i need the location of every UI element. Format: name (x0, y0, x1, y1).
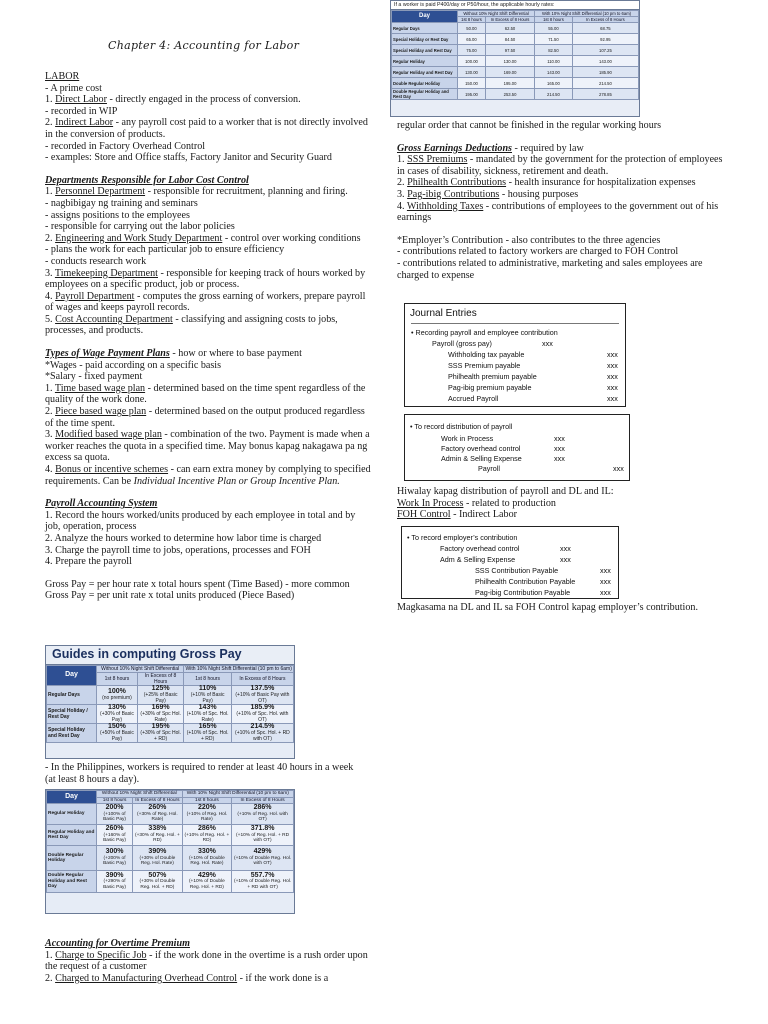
table-cell: 286% (+10% of Reg. Hol. with OT) (232, 804, 294, 825)
row-label: Regular Holiday (392, 56, 458, 67)
table-cell: 130.00 (458, 67, 486, 78)
gross-pay-guide-grid (46, 665, 294, 743)
table-cell: 286% (+10% of Reg. Hol. + RD) (182, 825, 232, 846)
journal-debit: xxx (542, 339, 553, 348)
journal-account: SSS Premium payable (448, 361, 521, 370)
journal-credit: xxx (607, 383, 618, 392)
table-cell: 185.90 (572, 67, 638, 78)
col-header-first8: 1st 8 hours (184, 672, 231, 685)
row-label: Double Regular Holiday (392, 78, 458, 89)
table-row (392, 78, 639, 89)
regular-holiday-grid (46, 790, 294, 893)
wage-plan-line: *Wages - paid according on a specific basis (45, 359, 222, 371)
direct-labor-sub: - recorded in WIP (45, 105, 118, 117)
gross-pay-formula: Gross Pay = per unit rate x total units produced (Piece Based) (45, 590, 295, 602)
row-label: Double Regular Holiday and Rest Day (392, 89, 458, 100)
table-cell: 143.00 (572, 56, 638, 67)
table-cell: 220% (+10% of Reg. Hol. Rate) (182, 804, 232, 825)
col-header-first8: 1st 8 hours (535, 17, 573, 23)
payroll-step: 4. Prepare the payroll (45, 556, 132, 568)
journal-title: Journal Entries (410, 308, 477, 319)
overtime-item: 2. Charged to Manufacturing Overhead Control - if the work done is a (45, 972, 329, 984)
journal-account: Pag-ibig premium payable (448, 383, 532, 392)
table-cell: 110% (+10% of Basic Pay) (184, 685, 231, 704)
table-cell: 62.50 (485, 23, 534, 34)
row-label: Regular Holiday and Rest Day (392, 67, 458, 78)
table-cell: 150% (+50% of Basic Pay) (97, 723, 138, 742)
wage-plan-line: *Salary - fixed payment (45, 371, 143, 383)
deductions-heading-line: Gross Earnings Deductions - required by law (397, 142, 584, 154)
col-header-without: Without 10% Night Shift Differential (97, 665, 184, 672)
journal-account: SSS Contribution Payable (475, 566, 559, 575)
journal-entry-distribution (404, 414, 630, 481)
final-note-text: Magkasama na DL and IL sa FOH Control kapag employer’s contribution. (397, 602, 698, 613)
table-cell: 195% (+30% of Spc Hol. + RD) (137, 723, 184, 742)
table-cell: 214.50 (535, 89, 573, 100)
table-cell: 169.00 (485, 67, 534, 78)
table-row (392, 23, 639, 34)
col-header-excess: In Excess of 8 Hours (133, 797, 183, 804)
journal-credit: xxx (613, 464, 624, 473)
journal-account: Payroll (gross pay) (432, 339, 492, 348)
row-label: Double Regular Holiday (47, 846, 97, 871)
col-header-with: With 10% Night Shift Differential (10 pm to 6am) (182, 791, 293, 798)
table-cell: 107.25 (572, 45, 638, 56)
department-item: 5. Cost Accounting Department - classifying and assigning costs to jobs, processes, and products. (45, 313, 338, 337)
department-item: 2. Engineering and Work Study Department - control over working conditions (45, 232, 361, 244)
table-cell: 143.00 (535, 67, 573, 78)
journal-credit: xxx (600, 577, 611, 586)
table-row (392, 56, 639, 67)
table-cell: 65.00 (458, 34, 486, 45)
labor-line: - A prime cost (45, 82, 102, 94)
table-cell: 195.00 (485, 78, 534, 89)
indirect-labor-sub: - recorded in Factory Overhead Control (45, 140, 206, 152)
col-header-day: Day (47, 665, 97, 685)
table-cell: 110.00 (535, 56, 573, 67)
table-cell: 260% (+30% of Reg. Hol. Rate) (133, 804, 183, 825)
row-label: Regular Days (47, 685, 97, 704)
distribution-note-line: FOH Control - Indirect Labor (397, 509, 517, 521)
departments-heading: Departments Responsible for Labor Cost Control (45, 174, 249, 186)
row-label: Special Holiday and Rest Day (392, 45, 458, 56)
department-sub: - nagbibigay ng training and seminars (45, 197, 198, 209)
distribution-note (397, 486, 727, 521)
overtime-section (45, 938, 373, 984)
regular-holiday-table (45, 789, 295, 914)
left-column (45, 71, 373, 602)
department-sub: - assigns positions to the employees (45, 209, 190, 221)
journal-credit: xxx (600, 566, 611, 575)
journal-credit: xxx (607, 372, 618, 381)
wage-plan-item: 2. Piece based wage plan - determined based on the output produced regardless of the time spent. (45, 406, 365, 429)
journal-account: Factory overhead control (440, 544, 520, 553)
journal-bullet: • Recording payroll and employee contribution (411, 328, 558, 337)
table-cell: 557.7% (+10% of Double Reg. Hol. + RD with OT) (232, 871, 294, 893)
col-header-without: Without 10% Night Shift Differential (458, 11, 535, 17)
wage-plans-heading-line: Types of Wage Payment Plans - how or where to base payment (45, 348, 302, 360)
payroll-step: 1. Record the hours worked/units produced by each employee in total and by job, operation, process (45, 509, 356, 533)
table-cell: 165% (+10% of Spc. Hol. + RD) (184, 723, 231, 742)
table-row (392, 34, 639, 45)
journal-debit: xxx (554, 434, 565, 443)
payroll-step: 3. Charge the payroll time to jobs, operations, processes and FOH (45, 544, 311, 556)
table-row (47, 804, 294, 825)
department-item: 4. Payroll Department - computes the gross earning of workers, prepare payroll of wages and keeps payroll records. (45, 290, 366, 314)
table-row (47, 685, 294, 704)
journal-bullet: • To record distribution of payroll (410, 422, 513, 431)
journal-account: Work in Process (441, 434, 494, 443)
department-item: 1. Personnel Department - responsible for recruitment, planning and firing. (45, 186, 348, 198)
col-header-day: Day (47, 791, 97, 804)
journal-account: Payroll (478, 464, 500, 473)
overtime-item: 1. Charge to Specific Job - if the work done in the overtime is a rush order upon the request of a customer (45, 949, 368, 973)
payroll-step: 2. Analyze the hours worked to determine how labor time is charged (45, 532, 322, 544)
table-cell: 75.00 (458, 45, 486, 56)
col-header-with: With 10% Night Shift Differential (10 pm to 6am) (185, 665, 292, 672)
row-label: Double Regular Holiday and Rest Day (47, 871, 97, 893)
journal-credit: xxx (607, 394, 618, 403)
hourly-rates-table (390, 0, 640, 117)
table-row (47, 704, 294, 723)
table-cell: 200% (+100% of Basic Pay) (97, 804, 133, 825)
wage-plan-item: 1. Time based wage plan - determined based on the time spent regardless of the quality of the work done. (45, 382, 366, 406)
department-item: 3. Timekeeping Department - responsible for keeping track of hours worked by employees on a specific product, job or process. (45, 267, 366, 291)
table-row (392, 89, 639, 100)
table-cell: 130% (+30% of Basic Pay) (97, 704, 138, 723)
table-cell: 169% (+30% of Spc Hol. Rate) (137, 704, 184, 723)
table-cell: 300% (+200% of Basic Pay) (97, 846, 133, 871)
hourly-rates-caption: If a worker is paid P400/day or P50/hour, the applicable hourly rates: (391, 1, 639, 10)
journal-divider (411, 323, 619, 324)
deduction-item: 3. Pag-ibig Contributions - housing purposes (397, 188, 579, 200)
journal-credit: xxx (600, 588, 611, 597)
journal-account: Philhealth Contribution Payable (475, 577, 576, 586)
department-sub: - responsible for carrying out the labor policies (45, 221, 235, 233)
journal-account: Pag-ibig Contribution Payable (475, 588, 571, 597)
journal-debit: xxx (554, 444, 565, 453)
deduction-item: 1. SSS Premiums - mandated by the government for the protection of employees in cases of disability, sickness, retirement and death. (397, 154, 723, 177)
chapter-title: Chapter 4: Accounting for Labor (108, 39, 300, 52)
journal-account: Adm & Selling Expense (440, 555, 516, 564)
journal-account: Admin & Selling Expense (441, 454, 522, 463)
employer-contribution-line: - contributions related to administrative, marketing and sales employees are charged to expense (397, 257, 703, 281)
distribution-note-line: Hiwalay kapag distribution of payroll and DL and IL: (397, 486, 614, 497)
gross-pay-guide-title: Guides in computing Gross Pay (46, 646, 294, 665)
table-row (47, 846, 294, 871)
table-cell: 55.00 (535, 23, 573, 34)
col-header-excess: In Excess of 8 Hours (232, 797, 294, 804)
table-cell: 390% (+290% of Basic Pay) (97, 871, 133, 893)
wage-plan-item: 4. Bonus or incentive schemes - can earn extra money by complying to specified requirements. Can be Individual Incentive Plan or Group Incentive Plan. (45, 464, 371, 487)
row-label: Regular Holiday (47, 804, 97, 825)
table-cell: 371.8% (+10% of Reg. Hol. + RD with OT) (232, 825, 294, 846)
table-cell: 260% (+160% of Basic Pay) (97, 825, 133, 846)
table-cell: 137.5% (+10% of Basic Pay with OT) (231, 685, 293, 704)
journal-account: Philhealth premium payable (448, 372, 537, 381)
deduction-item: 2. Philhealth Contributions - health insurance for hospitalization expenses (397, 177, 696, 189)
table-cell: 82.50 (535, 45, 573, 56)
payroll-system-heading: Payroll Accounting System (45, 498, 158, 510)
journal-credit: xxx (607, 361, 618, 370)
col-header-first8: 1st 8 hours (97, 797, 133, 804)
journal-account: Withholding tax payable (448, 350, 525, 359)
table-cell: 50.00 (458, 23, 486, 34)
col-header-first8: 1st 8 hours (458, 17, 486, 23)
employer-contribution-line: - contributions related to factory workers are charged to FOH Control (397, 246, 679, 258)
table-cell: 165.00 (535, 78, 573, 89)
table-cell: 68.75 (572, 23, 638, 34)
journal-debit: xxx (560, 544, 571, 553)
table-row (392, 67, 639, 78)
table-row (392, 45, 639, 56)
col-header-excess: In Excess of 8 Hours (231, 672, 293, 685)
table-cell: 100.00 (458, 56, 486, 67)
table-row (47, 723, 294, 742)
row-label: Special Holiday or Rest Day (392, 34, 458, 45)
col-header-day: Day (392, 11, 458, 23)
col-header-first8: 1st 8 hours (97, 672, 138, 685)
table-cell: 330% (+10% of Double Reg. Hol. Rate) (182, 846, 232, 871)
labor-heading: LABOR (45, 71, 80, 82)
hourly-rates-grid (391, 10, 639, 100)
deduction-item: 4. Withholding Taxes - contributions of employees to the government out of his earnings (397, 200, 719, 224)
table-cell: 195.00 (458, 89, 486, 100)
table-row (47, 871, 294, 893)
table-cell: 214.5% (+10% of Spc. Hol. + RD with OT) (231, 723, 293, 742)
table-cell: 278.85 (572, 89, 638, 100)
distribution-note-line: Work In Process - related to production (397, 497, 556, 509)
table-row (47, 825, 294, 846)
row-label: Special Holiday / Rest Day (47, 704, 97, 723)
table-cell: 507% (+30% of Double Reg. Hol. + RD) (133, 871, 183, 893)
overtime-continuation: regular order that cannot be finished in the regular working hours (397, 120, 662, 131)
table-cell: 125% (+25% of Basic Pay) (137, 685, 184, 704)
journal-entry-payroll (404, 303, 626, 407)
table-cell: 338% (+30% of Reg. Hol. + RD) (133, 825, 183, 846)
wage-plan-item: 3. Modified based wage plan - combination of the two. Payment is made when a worker reaches the quota in a specified time. May bonus kapag nakagawa pa ng excess sa quota. (45, 429, 370, 464)
table-cell: 185.9% (+10% of Spc. Hol. with OT) (231, 704, 293, 723)
journal-debit: xxx (554, 454, 565, 463)
col-header-with: With 10% Night Shift Differential (10 pm to 6am) (535, 11, 639, 17)
final-note (397, 602, 737, 614)
table-cell: 390% (+30% of Double Reg. Hol. Rate) (133, 846, 183, 871)
table-cell: 71.50 (535, 34, 573, 45)
indirect-labor-sub: - examples: Store and Office staffs, Factory Janitor and Security Guard (45, 152, 332, 164)
journal-debit: xxx (560, 555, 571, 564)
row-label: Special Holiday and Rest Day (47, 723, 97, 742)
col-header-first8: 1st 8 hours (182, 797, 232, 804)
hours-note-text: - In the Philippines, workers is required to render at least 40 hours in a week (at least 8 hours a day). (45, 762, 354, 785)
journal-credit: xxx (607, 350, 618, 359)
hours-note (45, 762, 363, 785)
journal-account: Factory overhead control (441, 444, 521, 453)
table-cell: 84.50 (485, 34, 534, 45)
journal-entry-employer-contribution (401, 526, 619, 599)
col-header-excess: In Excess of 8 Hours (485, 17, 534, 23)
table-cell: 429% (+10% of Double Reg. Hol. + RD) (182, 871, 232, 893)
right-column (397, 120, 727, 281)
employer-contribution-line: *Employer’s Contribution - also contributes to the three agencies (397, 234, 661, 246)
table-cell: 214.50 (572, 78, 638, 89)
row-label: Regular Holiday and Rest Day (47, 825, 97, 846)
table-cell: 253.50 (485, 89, 534, 100)
department-sub: - conducts research work (45, 255, 147, 267)
col-header-excess: In Excess of 8 Hours (137, 672, 184, 685)
overtime-heading: Accounting for Overtime Premium (45, 938, 190, 949)
indirect-labor-item: 2. Indirect Labor - any payroll cost paid to a worker that is not directly involved in the conversion of products. (45, 117, 368, 140)
table-cell: 100% (no premium) (97, 685, 138, 704)
table-cell: 150.00 (458, 78, 486, 89)
journal-account: Accrued Payroll (448, 394, 499, 403)
table-cell: 143% (+10% of Spc. Hol. Rate) (184, 704, 231, 723)
direct-labor-item: 1. Direct Labor - directly engaged in the process of conversion. (45, 94, 301, 106)
gross-pay-formula: Gross Pay = per hour rate x total hours spent (Time Based) - more common (45, 578, 350, 590)
table-cell: 130.00 (485, 56, 534, 67)
table-cell: 92.95 (572, 34, 638, 45)
col-header-excess: In Excess of 8 Hours (572, 17, 638, 23)
row-label: Regular Days (392, 23, 458, 34)
journal-bullet: • To record employer’s contribution (407, 533, 518, 542)
table-cell: 429% (+10% of Double Reg. Hol. with OT) (232, 846, 294, 871)
table-cell: 97.50 (485, 45, 534, 56)
department-sub: - plans the work for each particular job to ensure efficiency (45, 244, 285, 256)
col-header-without: Without 10% Night Shift Differential (97, 791, 183, 798)
gross-pay-guide-table (45, 645, 295, 759)
